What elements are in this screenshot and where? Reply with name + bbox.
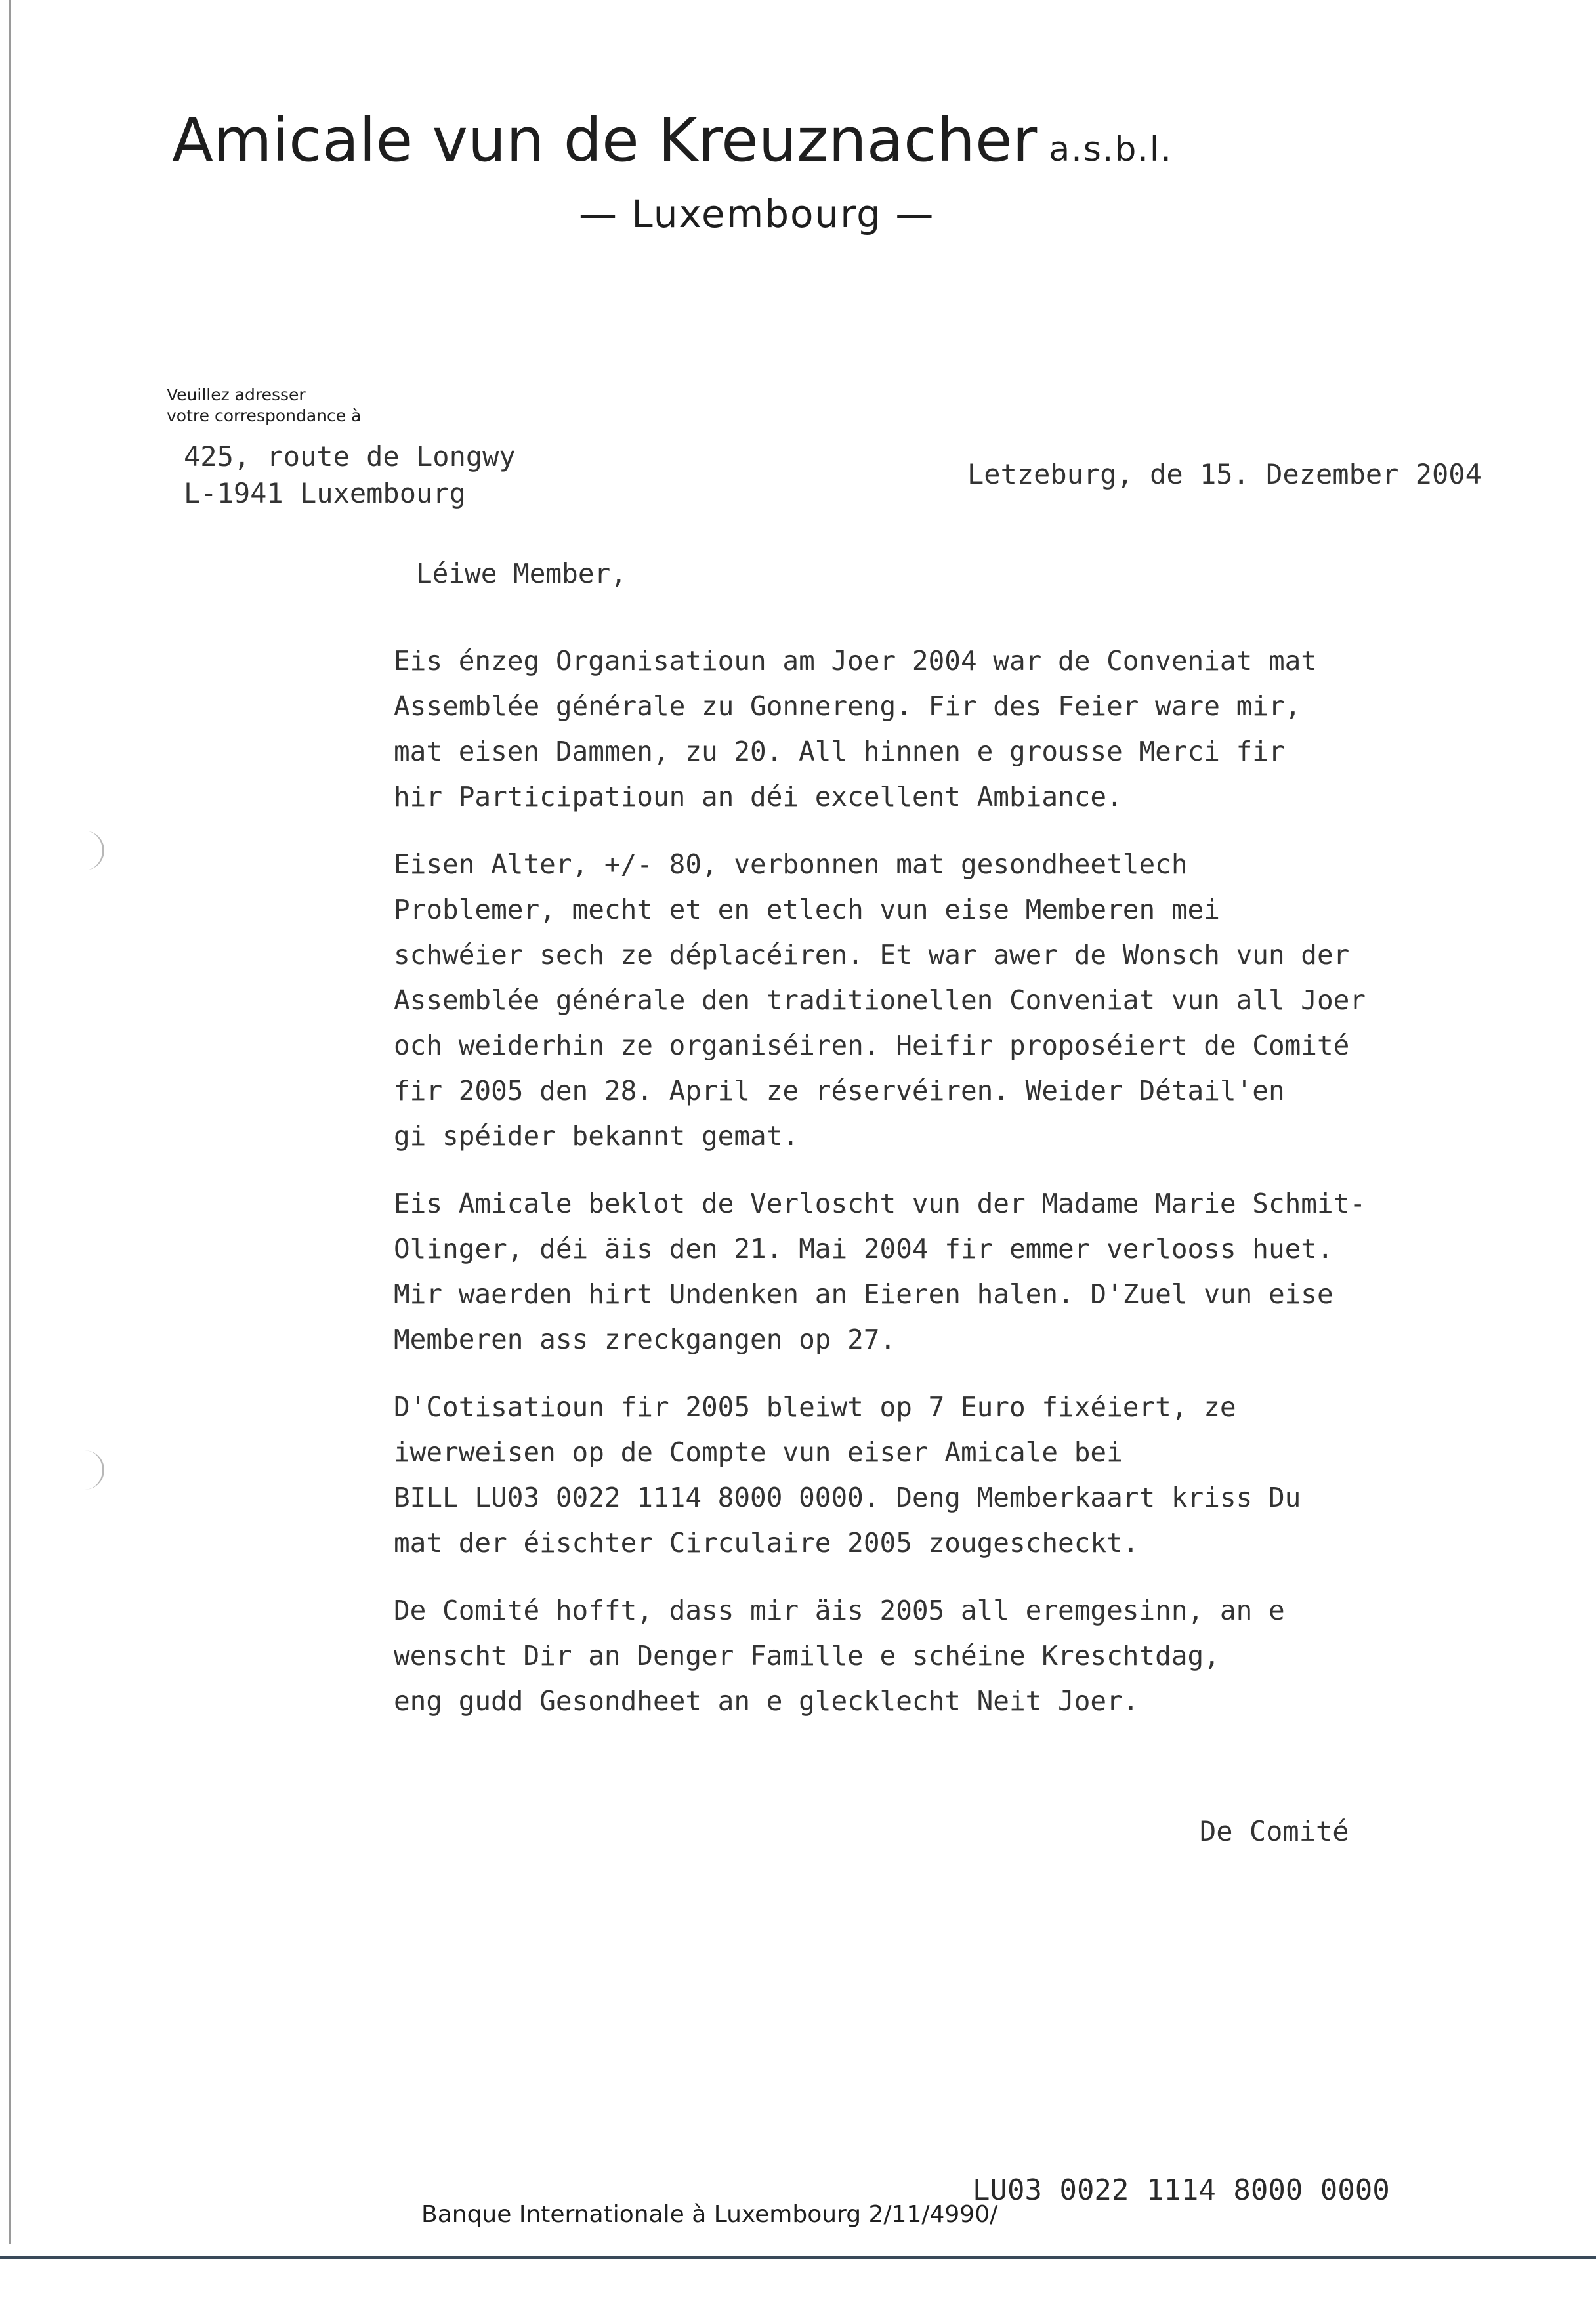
paragraph: [394, 639, 1588, 820]
paragraph-line: Eis Amicale beklot de Verloscht vun der Madame Marie Schmit-: [394, 1188, 1366, 1219]
paragraph-line: Memberen ass zreckgangen op 27.: [394, 1324, 896, 1355]
footer-account-number: LU03 0022 1114 8000 0000: [973, 2174, 1390, 2207]
paragraph: [394, 1385, 1588, 1566]
paragraph-line: Problemer, mecht et en etlech vun eise Memberen mei: [394, 894, 1220, 925]
letterhead-title: [172, 105, 1173, 175]
binder-hole-mark-top: [84, 831, 104, 870]
paragraph-line: D'Cotisatioun fir 2005 bleiwt op 7 Euro fixéiert, ze: [394, 1391, 1236, 1423]
paragraph-line: De Comité hofft, dass mir äis 2005 all eremgesinn, an e: [394, 1595, 1285, 1626]
paragraph-line: Olinger, déi äis den 21. Mai 2004 fir emmer verlooss huet.: [394, 1233, 1334, 1265]
paragraph: [394, 1181, 1588, 1362]
paragraph-line: mat der éischter Circulaire 2005 zougescheckt.: [394, 1527, 1139, 1559]
signature: De Comité: [1200, 1815, 1349, 1847]
paragraph-line: Eisen Alter, +/- 80, verbonnen mat gesondheetlech: [394, 849, 1188, 880]
paragraph-line: Eis énzeg Organisatioun am Joer 2004 war de Conveniat mat: [394, 645, 1317, 677]
paragraph-line: wenscht Dir an Denger Famille e schéine Kreschtdag,: [394, 1640, 1220, 1671]
address-note-line: Veuillez adresser: [167, 385, 306, 404]
binder-hole-mark-bottom: [84, 1450, 104, 1490]
salutation: Léiwe Member,: [416, 558, 627, 589]
footer-divider: [0, 2256, 1596, 2259]
paragraph-line: schwéier sech ze déplacéiren. Et war awer de Wonsch vun der: [394, 939, 1350, 971]
footer-bank-name: Banque Internationale à Luxembourg 2/11/4990/: [421, 2201, 998, 2228]
sender-address: [184, 438, 516, 512]
paragraph-line: Assemblée générale den traditionellen Conveniat vun all Joer: [394, 984, 1366, 1016]
date-line: Letzeburg, de 15. Dezember 2004: [967, 458, 1482, 490]
paragraph-line: mat eisen Dammen, zu 20. All hinnen e grousse Merci fir: [394, 736, 1285, 767]
paragraph-line: iwerweisen op de Compte vun eiser Amicale bei: [394, 1437, 1123, 1468]
paragraph-line: Assemblée générale zu Gonnereng. Fir des Feier ware mir,: [394, 690, 1301, 722]
scan-edge-line: [9, 0, 11, 2244]
paragraph-line: BILL LU03 0022 1114 8000 0000. Deng Memberkaart kriss Du: [394, 1482, 1301, 1513]
address-note-line: votre correspondance à: [167, 406, 362, 425]
address-city: L-1941 Luxembourg: [184, 477, 466, 509]
address-street: 425, route de Longwy: [184, 440, 516, 472]
paragraph-line: eng gudd Gesondheet an e glecklecht Neit Joer.: [394, 1685, 1139, 1717]
letterhead-subtitle: — Luxembourg —: [579, 192, 935, 236]
paragraph: [394, 842, 1588, 1159]
organization-legal-form: a.s.b.l.: [1049, 130, 1173, 169]
paragraph-line: Mir waerden hirt Undenken an Eieren halen. D'Zuel vun eise: [394, 1278, 1334, 1310]
paragraph-line: hir Participatioun an déi excellent Ambiance.: [394, 781, 1123, 812]
organization-name: Amicale vun de Kreuznacher: [172, 105, 1038, 175]
paragraph: [394, 1588, 1588, 1724]
address-note: [167, 385, 361, 427]
letter-body: [394, 551, 1588, 1746]
paragraph-line: och weiderhin ze organiséiren. Heifir proposéiert de Comité: [394, 1030, 1350, 1061]
paragraph-line: gi spéider bekannt gemat.: [394, 1120, 799, 1152]
paragraph-line: fir 2005 den 28. April ze réservéiren. Weider Détail'en: [394, 1075, 1285, 1106]
